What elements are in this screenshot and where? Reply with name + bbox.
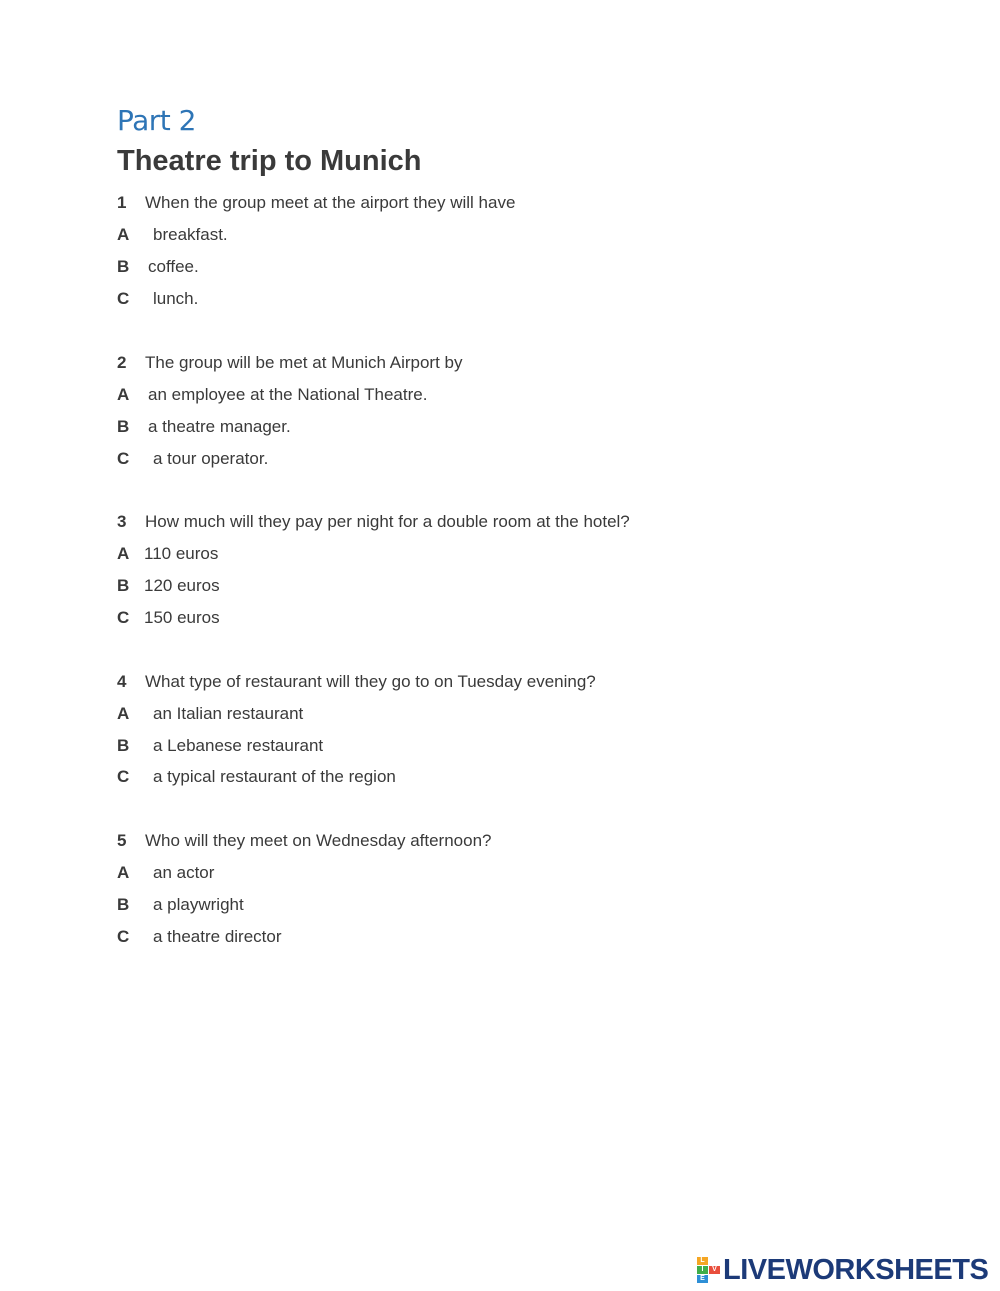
option-letter: A bbox=[117, 544, 130, 563]
question-text: When the group meet at the airport they will have bbox=[145, 193, 516, 212]
option-1a[interactable] bbox=[117, 224, 228, 246]
option-3c[interactable] bbox=[117, 607, 220, 629]
option-letter: A bbox=[117, 704, 130, 723]
option-letter: A bbox=[117, 385, 130, 404]
page-title: Theatre trip to Munich bbox=[117, 145, 422, 177]
question-5 bbox=[117, 830, 492, 852]
option-2a[interactable] bbox=[117, 384, 427, 406]
option-letter: A bbox=[117, 225, 130, 244]
option-5b[interactable] bbox=[117, 894, 244, 916]
option-text: 110 euros bbox=[144, 544, 219, 563]
question-text: How much will they pay per night for a double room at the hotel? bbox=[145, 512, 630, 531]
option-text: 150 euros bbox=[144, 608, 220, 627]
logo-block: L bbox=[697, 1257, 708, 1265]
option-letter: C bbox=[117, 767, 130, 786]
option-letter: B bbox=[117, 576, 130, 595]
question-1 bbox=[117, 192, 515, 214]
option-3a[interactable] bbox=[117, 543, 218, 565]
option-5a[interactable] bbox=[117, 862, 214, 884]
option-text: lunch. bbox=[153, 289, 199, 308]
question-number: 3 bbox=[117, 512, 127, 531]
option-letter: C bbox=[117, 449, 130, 468]
option-text: an actor bbox=[153, 863, 215, 882]
question-number: 2 bbox=[117, 353, 127, 372]
option-text: a Lebanese restaurant bbox=[153, 736, 324, 755]
question-2 bbox=[117, 352, 462, 374]
logo-block: V bbox=[709, 1266, 720, 1274]
option-1c[interactable] bbox=[117, 288, 198, 310]
option-letter: C bbox=[117, 927, 130, 946]
question-number: 4 bbox=[117, 672, 127, 691]
liveworksheets-logo bbox=[697, 1255, 988, 1285]
option-letter: B bbox=[117, 417, 130, 436]
option-letter: C bbox=[117, 608, 130, 627]
option-4c[interactable] bbox=[117, 766, 396, 788]
logo-block: I bbox=[697, 1266, 708, 1274]
question-number: 1 bbox=[117, 193, 127, 212]
option-letter: C bbox=[117, 289, 130, 308]
question-3 bbox=[117, 511, 630, 533]
question-number: 5 bbox=[117, 831, 127, 850]
option-letter: B bbox=[117, 257, 130, 276]
option-text: a theatre director bbox=[153, 927, 282, 946]
option-text: 120 euros bbox=[144, 576, 220, 595]
part-label: Part 2 bbox=[117, 104, 196, 137]
option-text: coffee. bbox=[148, 257, 199, 276]
option-text: an employee at the National Theatre. bbox=[148, 385, 428, 404]
logo-block: E bbox=[697, 1275, 708, 1283]
option-text: breakfast. bbox=[153, 225, 228, 244]
option-5c[interactable] bbox=[117, 926, 282, 948]
option-text: a typical restaurant of the region bbox=[153, 767, 396, 786]
logo-text: LIVEWORKSHEETS bbox=[723, 1254, 989, 1286]
logo-blocks-icon bbox=[697, 1257, 720, 1283]
question-text: The group will be met at Munich Airport by bbox=[145, 353, 463, 372]
option-text: a playwright bbox=[153, 895, 244, 914]
option-letter: A bbox=[117, 863, 130, 882]
option-text: an Italian restaurant bbox=[153, 704, 304, 723]
option-letter: B bbox=[117, 895, 130, 914]
question-text: What type of restaurant will they go to on Tuesday evening? bbox=[145, 672, 596, 691]
question-text: Who will they meet on Wednesday afternoon? bbox=[145, 831, 492, 850]
option-2c[interactable] bbox=[117, 448, 268, 470]
question-4 bbox=[117, 671, 596, 693]
option-1b[interactable] bbox=[117, 256, 199, 278]
option-4a[interactable] bbox=[117, 703, 303, 725]
option-4b[interactable] bbox=[117, 735, 323, 757]
option-letter: B bbox=[117, 736, 130, 755]
option-3b[interactable] bbox=[117, 575, 220, 597]
option-text: a tour operator. bbox=[153, 449, 269, 468]
option-text: a theatre manager. bbox=[148, 417, 291, 436]
option-2b[interactable] bbox=[117, 416, 291, 438]
